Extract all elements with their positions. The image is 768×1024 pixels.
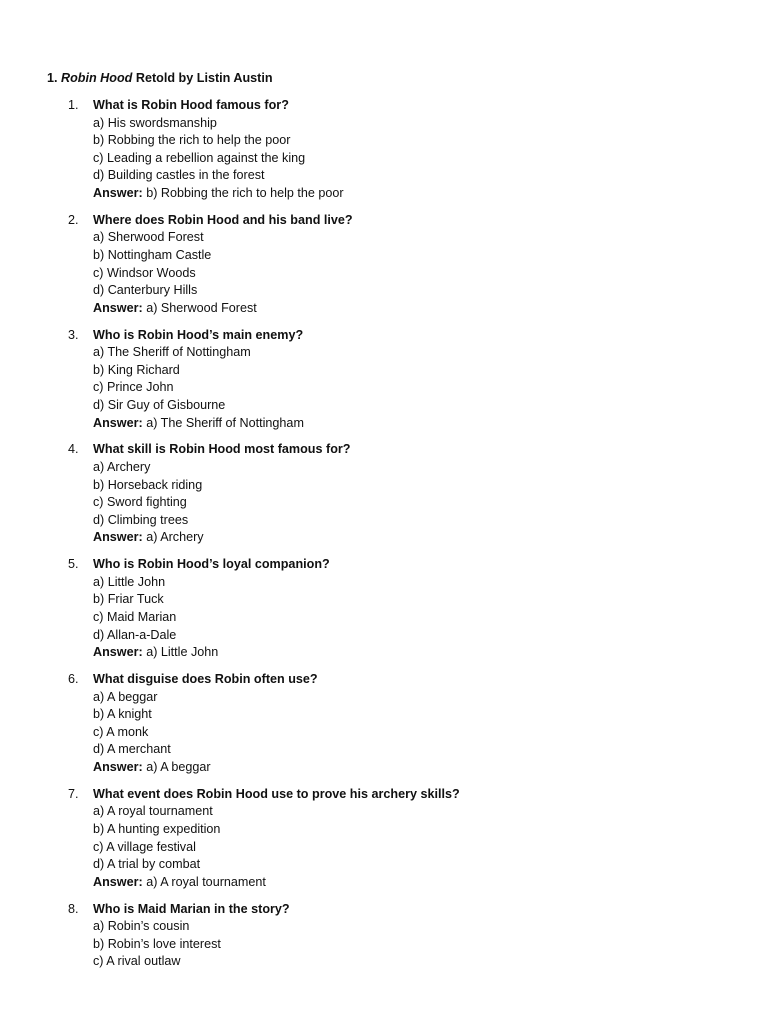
answer-line: [93, 415, 460, 433]
question-list: [0, 97, 460, 980]
question-body: [93, 901, 460, 971]
question-item: [0, 901, 460, 971]
option-c: c) Sword fighting: [93, 495, 187, 510]
option-a: a) His swordsmanship: [93, 115, 217, 130]
option-a: a) Robin’s cousin: [93, 919, 190, 934]
answer-line: [93, 529, 460, 547]
answer-label: Answer:: [93, 645, 143, 660]
question-body: [93, 671, 460, 777]
question-text: What skill is Robin Hood most famous for?: [93, 442, 351, 457]
option-b: b) A hunting expedition: [93, 822, 221, 837]
question-item: [0, 212, 460, 318]
answer-line: [93, 300, 460, 318]
answer-line: [93, 874, 460, 892]
option-d: d) A merchant: [93, 742, 171, 757]
option-c: c) Prince John: [93, 380, 174, 395]
question-text: Who is Robin Hood’s main enemy?: [93, 327, 304, 342]
answer-value: a) A royal tournament: [146, 874, 266, 889]
option-d: d) Building castles in the forest: [93, 168, 265, 183]
question-item: [0, 97, 460, 203]
question-body: [93, 212, 460, 318]
book-title: Robin Hood: [61, 71, 133, 85]
option-b: b) Robbing the rich to help the poor: [93, 133, 291, 148]
answer-value: a) The Sheriff of Nottingham: [146, 415, 304, 430]
question-text: Where does Robin Hood and his band live?: [93, 212, 353, 227]
document-title: [47, 69, 273, 87]
question-item: [0, 786, 460, 892]
question-number: 6.: [68, 672, 79, 687]
answer-value: a) Little John: [146, 645, 219, 660]
option-c: c) A village festival: [93, 839, 196, 854]
question-body: [93, 441, 460, 547]
answer-line: [93, 759, 460, 777]
answer-value: a) Archery: [146, 530, 204, 545]
question-number: 1.: [68, 98, 79, 112]
answer-label: Answer:: [93, 760, 143, 775]
option-c: c) Maid Marian: [93, 610, 177, 625]
answer-label: Answer:: [93, 415, 143, 430]
option-c: c) Leading a rebellion against the king: [93, 150, 306, 165]
option-a: a) A beggar: [93, 689, 158, 704]
option-d: d) Sir Guy of Gisbourne: [93, 398, 226, 412]
question-text: What is Robin Hood famous for?: [93, 98, 289, 112]
question-text: Who is Robin Hood’s loyal companion?: [93, 557, 330, 572]
question-text: What event does Robin Hood use to prove his archery skills?: [93, 786, 460, 801]
option-c: c) Windsor Woods: [93, 265, 196, 280]
question-text: Who is Maid Marian in the story?: [93, 901, 290, 916]
option-b: b) Horseback riding: [93, 477, 203, 492]
option-b: b) A knight: [93, 707, 152, 722]
option-a: a) Little John: [93, 574, 166, 589]
answer-label: Answer:: [93, 300, 143, 315]
question-number: 8.: [68, 901, 79, 916]
option-d: d) Canterbury Hills: [93, 283, 198, 298]
answer-line: [93, 644, 460, 662]
answer-label: Answer:: [93, 530, 143, 545]
option-b: b) Robin’s love interest: [93, 936, 221, 951]
answer-label: Answer:: [93, 874, 143, 889]
option-a: a) Sherwood Forest: [93, 230, 204, 245]
question-number: 2.: [68, 212, 79, 227]
question-number: 5.: [68, 557, 79, 572]
answer-value: b) Robbing the rich to help the poor: [146, 185, 344, 200]
title-rest: Retold by Listin Austin: [135, 71, 273, 85]
option-d: d) A trial by combat: [93, 857, 201, 872]
question-text: What disguise does Robin often use?: [93, 672, 318, 687]
answer-line: [93, 185, 460, 203]
option-a: a) A royal tournament: [93, 804, 213, 819]
option-b: b) King Richard: [93, 362, 180, 377]
question-body: [93, 556, 460, 662]
question-number: 7.: [68, 786, 79, 801]
title-number: 1.: [47, 71, 58, 85]
question-number: 4.: [68, 442, 79, 457]
question-number: 3.: [68, 327, 79, 342]
question-item: [0, 556, 460, 662]
option-d: d) Allan-a-Dale: [93, 627, 177, 642]
answer-label: Answer:: [93, 185, 143, 200]
question-body: [93, 786, 460, 892]
option-a: a) The Sheriff of Nottingham: [93, 345, 251, 360]
option-b: b) Friar Tuck: [93, 592, 164, 607]
option-b: b) Nottingham Castle: [93, 248, 212, 262]
question-item: [0, 327, 460, 433]
option-d: d) Climbing trees: [93, 512, 189, 527]
answer-value: a) A beggar: [146, 760, 211, 775]
question-item: [0, 671, 460, 777]
answer-value: a) Sherwood Forest: [146, 300, 257, 315]
option-c: c) A rival outlaw: [93, 954, 181, 969]
question-body: [93, 97, 460, 203]
question-item: [0, 441, 460, 547]
question-body: [93, 327, 460, 433]
option-c: c) A monk: [93, 724, 149, 739]
option-a: a) Archery: [93, 460, 151, 475]
